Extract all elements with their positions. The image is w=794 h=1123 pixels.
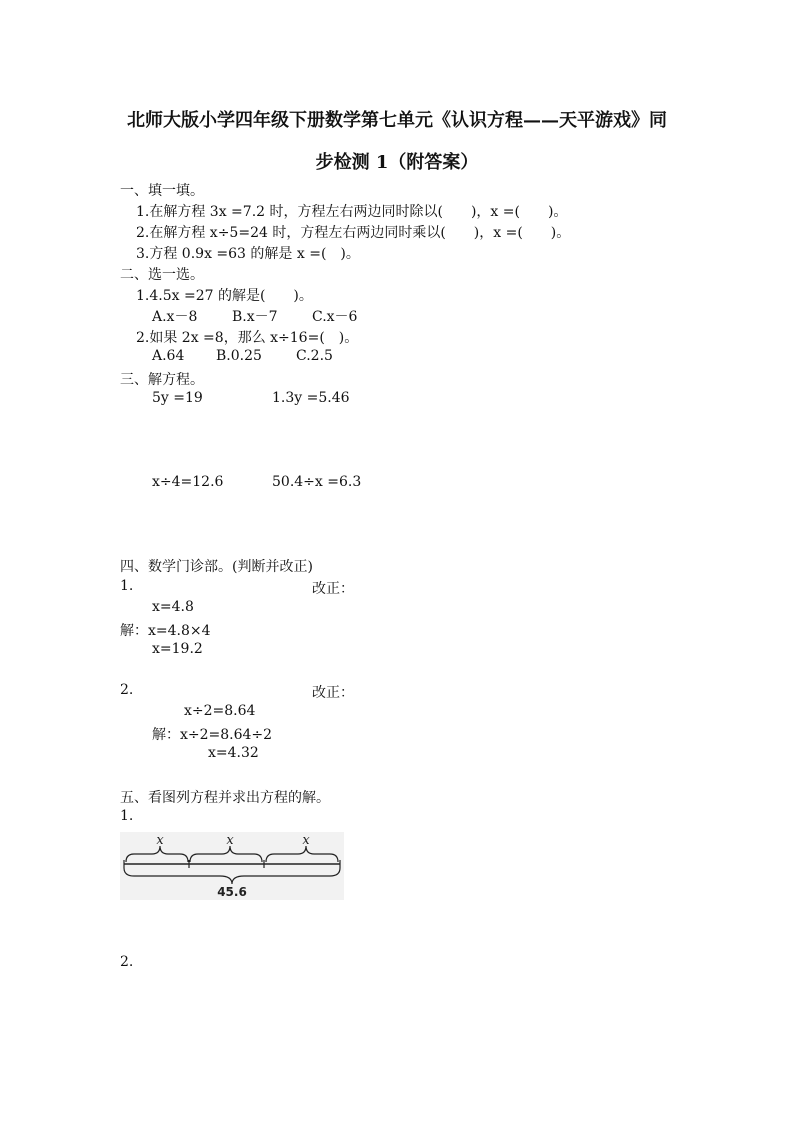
- section2-q2: 2.如果 2x =8，那么 x÷16=( )。: [136, 330, 359, 346]
- segment-label-1: x: [156, 833, 164, 848]
- section4-p1-fix-label: 改正：: [312, 581, 354, 597]
- section5-heading: 五、看图列方程并求出方程的解。: [120, 790, 330, 806]
- page-title-line1: 北师大版小学四年级下册数学第七单元《认识方程——天平游戏》同: [127, 110, 667, 131]
- section2-q2-option-b: B.0.25: [216, 348, 262, 364]
- section1-heading: 一、填一填。: [120, 183, 204, 199]
- section1-q2: 2.在解方程 x÷5=24 时，方程左右两边同时乘以( )，x =( )。: [136, 225, 571, 241]
- section4-p1-line2: 解：x=4.8×4: [120, 623, 211, 639]
- section2-q2-option-c: C.2.5: [296, 348, 333, 364]
- section2-q1-option-c: C.x－6: [312, 309, 358, 325]
- segment-label-2: x: [226, 833, 234, 848]
- section4-p2-fix-label: 改正：: [312, 685, 354, 701]
- section3-eq1: 5y =19: [152, 390, 203, 406]
- section4-p1-number: 1.: [120, 578, 134, 594]
- segment-diagram: [120, 832, 344, 900]
- total-label: 45.6: [217, 885, 247, 899]
- section4-heading: 四、数学门诊部。(判断并改正): [120, 559, 313, 575]
- section4-p2-line1: x÷2=8.64: [184, 703, 256, 719]
- section4-p2-line2: 解：x÷2=8.64÷2: [152, 727, 273, 743]
- section1-q1: 1.在解方程 3x =7.2 时，方程左右两边同时除以( )，x =( )。: [136, 204, 568, 220]
- section3-heading: 三、解方程。: [120, 372, 204, 388]
- section4-p2-number: 2.: [120, 682, 134, 698]
- section4-p1-line3: x=19.2: [152, 641, 203, 657]
- section5-p2-number: 2.: [120, 954, 134, 970]
- section3-eq2: 1.3y =5.46: [272, 390, 350, 406]
- section2-q1-option-a: A.x－8: [152, 309, 198, 325]
- segment-label-3: x: [302, 833, 310, 848]
- section2-heading: 二、选一选。: [120, 267, 204, 283]
- segment-diagram-svg: [120, 832, 344, 900]
- section3-eq4: 50.4÷x =6.3: [272, 474, 362, 490]
- section3-eq3: x÷4=12.6: [152, 474, 224, 490]
- section2-q1: 1.4.5x =27 的解是( )。: [136, 288, 313, 304]
- page-title-line2: 步检测 1（附答案）: [315, 152, 479, 173]
- section5-p1-number: 1.: [120, 808, 134, 824]
- section2-q1-option-b: B.x－7: [232, 309, 278, 325]
- section2-q2-option-a: A.64: [152, 348, 185, 364]
- section4-p2-line3: x=4.32: [208, 745, 259, 761]
- section4-p1-line1: x=4.8: [152, 599, 194, 615]
- section1-q3: 3.方程 0.9x =63 的解是 x =( )。: [136, 246, 360, 262]
